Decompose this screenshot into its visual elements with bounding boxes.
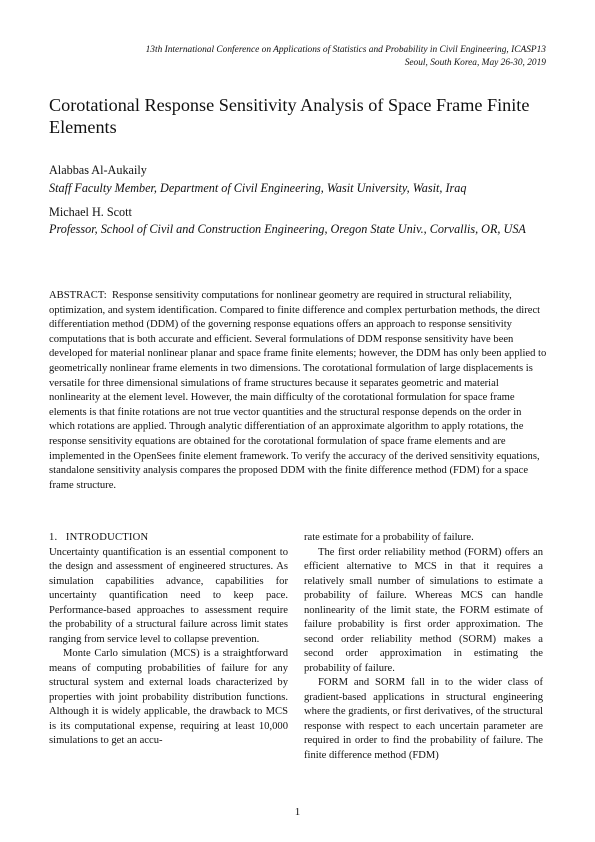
abstract-text: Response sensitivity computations for nonlinear geometry are required in structural reliability, optimization, and system identification. Compared to finite difference and complex perturbation methods, the direct differentiation method (DDM) of the governing response equations offers an approach to response sensitivity computations that is both accurate and efficient. Several formulations of DDM response sensitivity have been developed for material nonlinear planar and space frame finite elements; however, the DDM has only been applied to geometrically nonlinear frame elements in two dimensions. The corotational formulation of large displacements is versatile for three dimensional simulations of frame structures because it separates geometric and material nonlinearity at the element level. However, the main difficulty of the corotational formulation for space frame elements is that finite rotations are not true vector quantities and the structural response depends on the order in which rotations are applied. Through analytic differentiation of an approximate algorithm to apply rotations, the response sensitivity equations are obtained for the corotational formulation of space frame elements and are implemented in the OpenSees finite element framework. To verify the accuracy of the derived sensitivity equations, standalone sensitivity analysis compares the proposed DDM with the finite difference method (FDM) for a space frame structure. <box>49 290 547 491</box>
right-column <box>304 531 543 763</box>
author-name: Alabbas Al-Aukaily <box>49 163 147 177</box>
author-affiliation: Professor, School of Civil and Construction Engineering, Oregon State Univ., Corvallis, OR, USA <box>49 222 526 236</box>
conference-name: 13th International Conference on Applications of Statistics and Probability in Civil Engineering, ICASP13 <box>145 45 546 55</box>
abstract <box>49 289 547 493</box>
section-title: INTRODUCTION <box>65 532 149 543</box>
section-heading <box>49 531 288 546</box>
section-number: 1. <box>49 532 58 543</box>
paragraph: Monte Carlo simulation (MCS) is a straightforward means of computing probabilities of failure for any structural system and external loads characterized by properties with joint probability distribution functions. Although it is widely applicable, the drawback to MCS is its computational expense, requiring at least 10,000 simulations to get an accu- <box>49 648 288 746</box>
left-column <box>49 531 288 749</box>
author-affiliation: Staff Faculty Member, Department of Civil Engineering, Wasit University, Wasit, Iraq <box>49 181 467 195</box>
paragraph: Uncertainty quantification is an essential component to the design and assessment of engineered structures. As simulation capabilities advance, capabilities for uncertainty quantification need to keep pace. Performance-based approaches to assessment require the probability of a structural failure across limit states ranging from service level to collapse prevention. <box>49 546 288 645</box>
abstract-label: ABSTRACT: <box>49 290 107 301</box>
conference-header <box>46 44 546 70</box>
paragraph-continuation: rate estimate for a probability of failure. <box>304 532 474 543</box>
author-name: Michael H. Scott <box>49 205 132 219</box>
paragraph: FORM and SORM fall in to the wider class of gradient-based applications in structural engineering where the gradients, or first derivatives, of the structural response with respect to each uncertain parameter are required in order to find the probability of failure. The finite difference method (FDM) <box>304 677 543 761</box>
conference-location-date: Seoul, South Korea, May 26-30, 2019 <box>404 58 546 68</box>
paper-title: Corotational Response Sensitivity Analysis of Space Frame Finite Elements <box>49 95 530 137</box>
paragraph: The first order reliability method (FORM) offers an efficient alternative to MCS in that it requires a relatively small number of simulations to estimate a probability of failure. Whereas MCS can handle nonlinearity of the limit state, the FORM estimate of failure probability is first order approximation. The second order reliability method (SORM) makes a second order approximation in estimating the probability of failure. <box>304 546 543 674</box>
page-number: 1 <box>294 806 301 818</box>
